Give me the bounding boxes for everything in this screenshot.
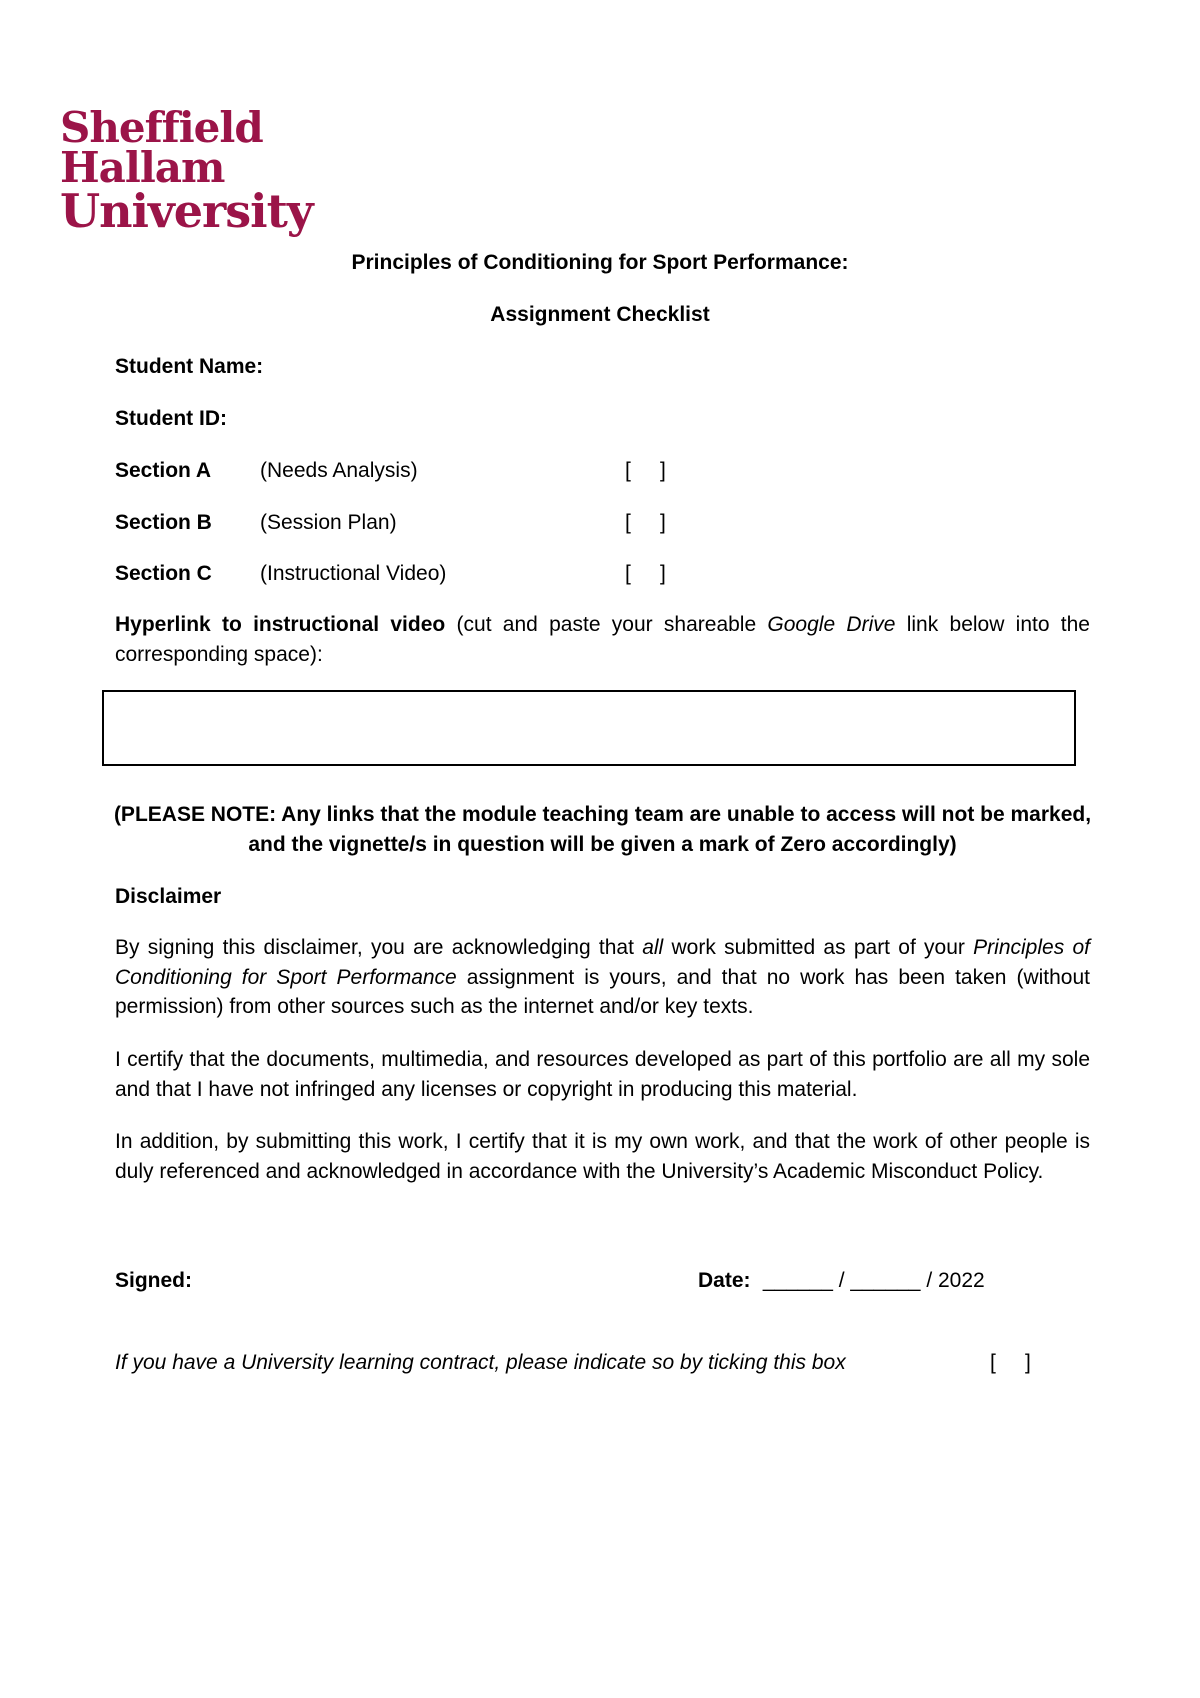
date-label: Date: [698, 1269, 751, 1292]
please-note: (PLEASE NOTE: Any links that the module teaching team are unable to access will not be marked, and the vignette/s in question will be given a mark of Zero accordingly) [113, 803, 1092, 856]
date-fields[interactable]: ______ / ______ / 2022 [757, 1269, 985, 1292]
student-id-label: Student ID: [115, 407, 227, 430]
hyperlink-instructions-google-drive: Google Drive [767, 613, 896, 636]
disclaimer-p1-text-a: By signing this disclaimer, you are acknowledging that [115, 936, 643, 959]
logo-line-2: Hallam [60, 143, 225, 192]
signed-label: Signed: [115, 1269, 192, 1292]
section-c-label: Section C [115, 562, 212, 585]
disclaimer-p1-text-b: work submitted as part of your [663, 936, 974, 959]
learning-contract-text: If you have a University learning contract, please indicate so by ticking this box [115, 1351, 846, 1374]
document-subtitle: Assignment Checklist [490, 303, 710, 326]
disclaimer-p1-italic-all: all [642, 936, 664, 959]
section-b-description: (Session Plan) [260, 511, 397, 534]
disclaimer-p1-text-c: assignment is yours, and that no work has been taken (without permission) from other sources such as the internet and/or key texts. [115, 965, 1090, 1018]
student-name-label: Student Name: [115, 355, 264, 378]
hyperlink-instructions-bold: Hyperlink to instructional video [115, 613, 446, 636]
logo-line-1: Sheffield [60, 103, 263, 152]
section-a-checkbox[interactable]: [ ] [625, 459, 666, 482]
disclaimer-p1-italic-module: Principles of Conditioning for Sport Performance [115, 936, 1090, 989]
hyperlink-instructions [115, 610, 1090, 669]
logo-line-3: University [60, 184, 313, 238]
university-logo [60, 103, 313, 238]
section-a-label: Section A [115, 459, 212, 482]
disclaimer-paragraph-3: In addition, by submitting this work, I certify that it is my own work, and that the work of other people is duly referenced and acknowledged in accordance with the University’s Academic Misconduct Policy. [115, 1130, 1090, 1183]
learning-contract-checkbox[interactable]: [ ] [990, 1351, 1031, 1374]
section-a-description: (Needs Analysis) [260, 459, 418, 482]
hyperlink-box [102, 690, 1076, 766]
document-title: Principles of Conditioning for Sport Performance: [351, 251, 849, 274]
hyperlink-input[interactable] [104, 692, 1074, 764]
section-b-label: Section B [115, 511, 212, 534]
hyperlink-instructions-text-2: link below into the corresponding space): [115, 613, 1090, 666]
section-b-checkbox[interactable]: [ ] [625, 511, 666, 534]
section-c-description: (Instructional Video) [260, 562, 447, 585]
disclaimer-paragraph-1 [115, 933, 1090, 1022]
hyperlink-instructions-text-1: (cut and paste your shareable [445, 613, 768, 636]
section-c-checkbox[interactable]: [ ] [625, 562, 666, 585]
disclaimer-paragraph-2: I certify that the documents, multimedia, and resources developed as part of this portfolio are all my sole and that I have not infringed any licenses or copyright in producing this material. [115, 1048, 1090, 1101]
disclaimer-heading: Disclaimer [115, 885, 222, 908]
